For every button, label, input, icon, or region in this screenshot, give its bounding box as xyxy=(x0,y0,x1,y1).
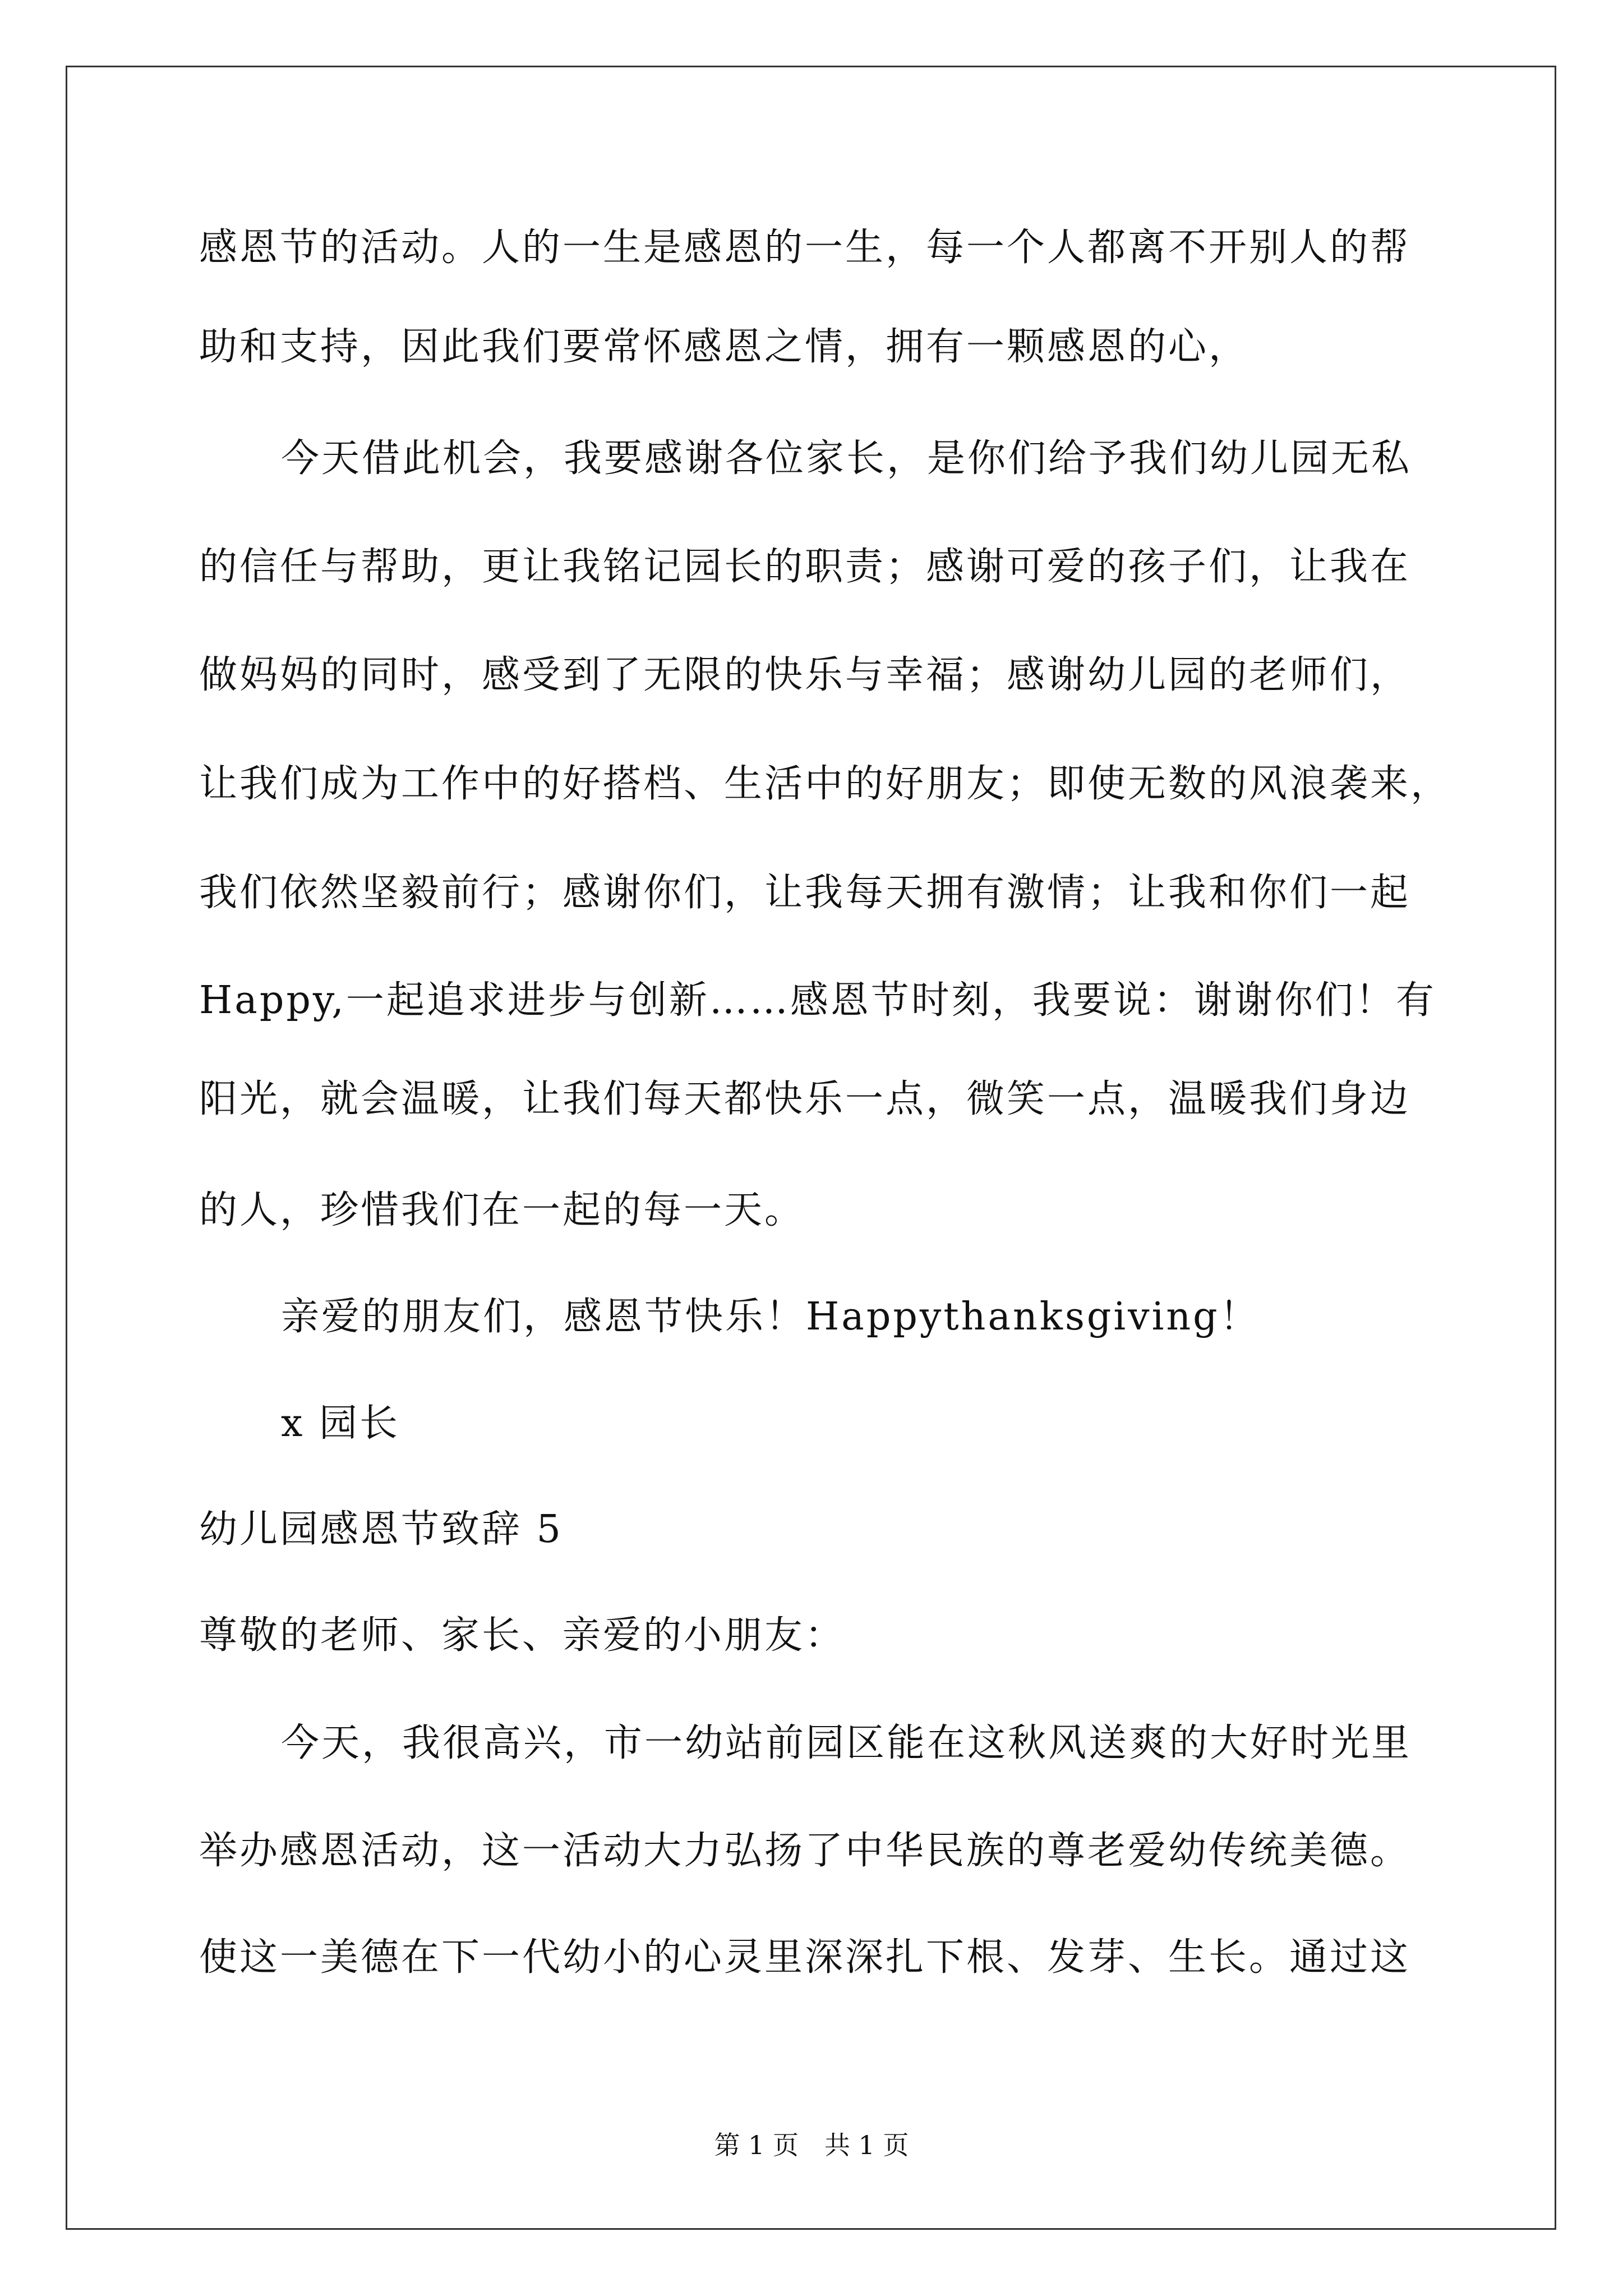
paragraph-line: 使这一美德在下一代幼小的心灵里深深扎下根、发芽、生长。通过这 xyxy=(199,1935,1411,1980)
paragraph-line: 今天借此机会，我要感谢各位家长，是你们给予我们幼儿园无私 xyxy=(281,436,1412,481)
page-footer: 第 1 页 共 1 页 xyxy=(714,2130,909,2160)
paragraph-line: 阳光，就会温暖，让我们每天都快乐一点，微笑一点，温暖我们身边 xyxy=(199,1077,1411,1121)
paragraph-line: 我们依然坚毅前行；感谢你们，让我每天拥有激情；让我和你们一起 xyxy=(199,871,1411,915)
signature-line: x 园长 xyxy=(281,1401,400,1446)
paragraph-line: 今天，我很高兴，市一幼站前园区能在这秋风送爽的大好时光里 xyxy=(281,1721,1412,1765)
paragraph-line: 的人，珍惜我们在一起的每一天。 xyxy=(199,1188,805,1232)
greeting-line: 亲爱的朋友们，感恩节快乐！Happythanksgiving！ xyxy=(281,1295,1260,1339)
paragraph-line: 的信任与帮助，更让我铭记园长的职责；感谢可爱的孩子们，让我在 xyxy=(199,545,1411,589)
paragraph-line: 让我们成为工作中的好搭档、生活中的好朋友；即使无数的风浪袭来， xyxy=(199,762,1451,806)
paragraph-line: 助和支持，因此我们要常怀感恩之情，拥有一颗感恩的心， xyxy=(199,325,1249,369)
section-title: 幼儿园感恩节致辞 5 xyxy=(199,1507,563,1552)
page-border xyxy=(66,66,1556,2230)
paragraph-line: 举办感恩活动，这一活动大力弘扬了中华民族的尊老爱幼传统美德。 xyxy=(199,1829,1411,1873)
paragraph-line: 感恩节的活动。人的一生是感恩的一生，每一个人都离不开别人的帮 xyxy=(199,226,1411,270)
paragraph-line: 做妈妈的同时，感受到了无限的快乐与幸福；感谢幼儿园的老师们， xyxy=(199,653,1411,697)
salutation-line: 尊敬的老师、家长、亲爱的小朋友： xyxy=(199,1613,846,1658)
paragraph-line: Happy,一起追求进步与创新……感恩节时刻，我要说：谢谢你们！有 xyxy=(199,978,1436,1023)
